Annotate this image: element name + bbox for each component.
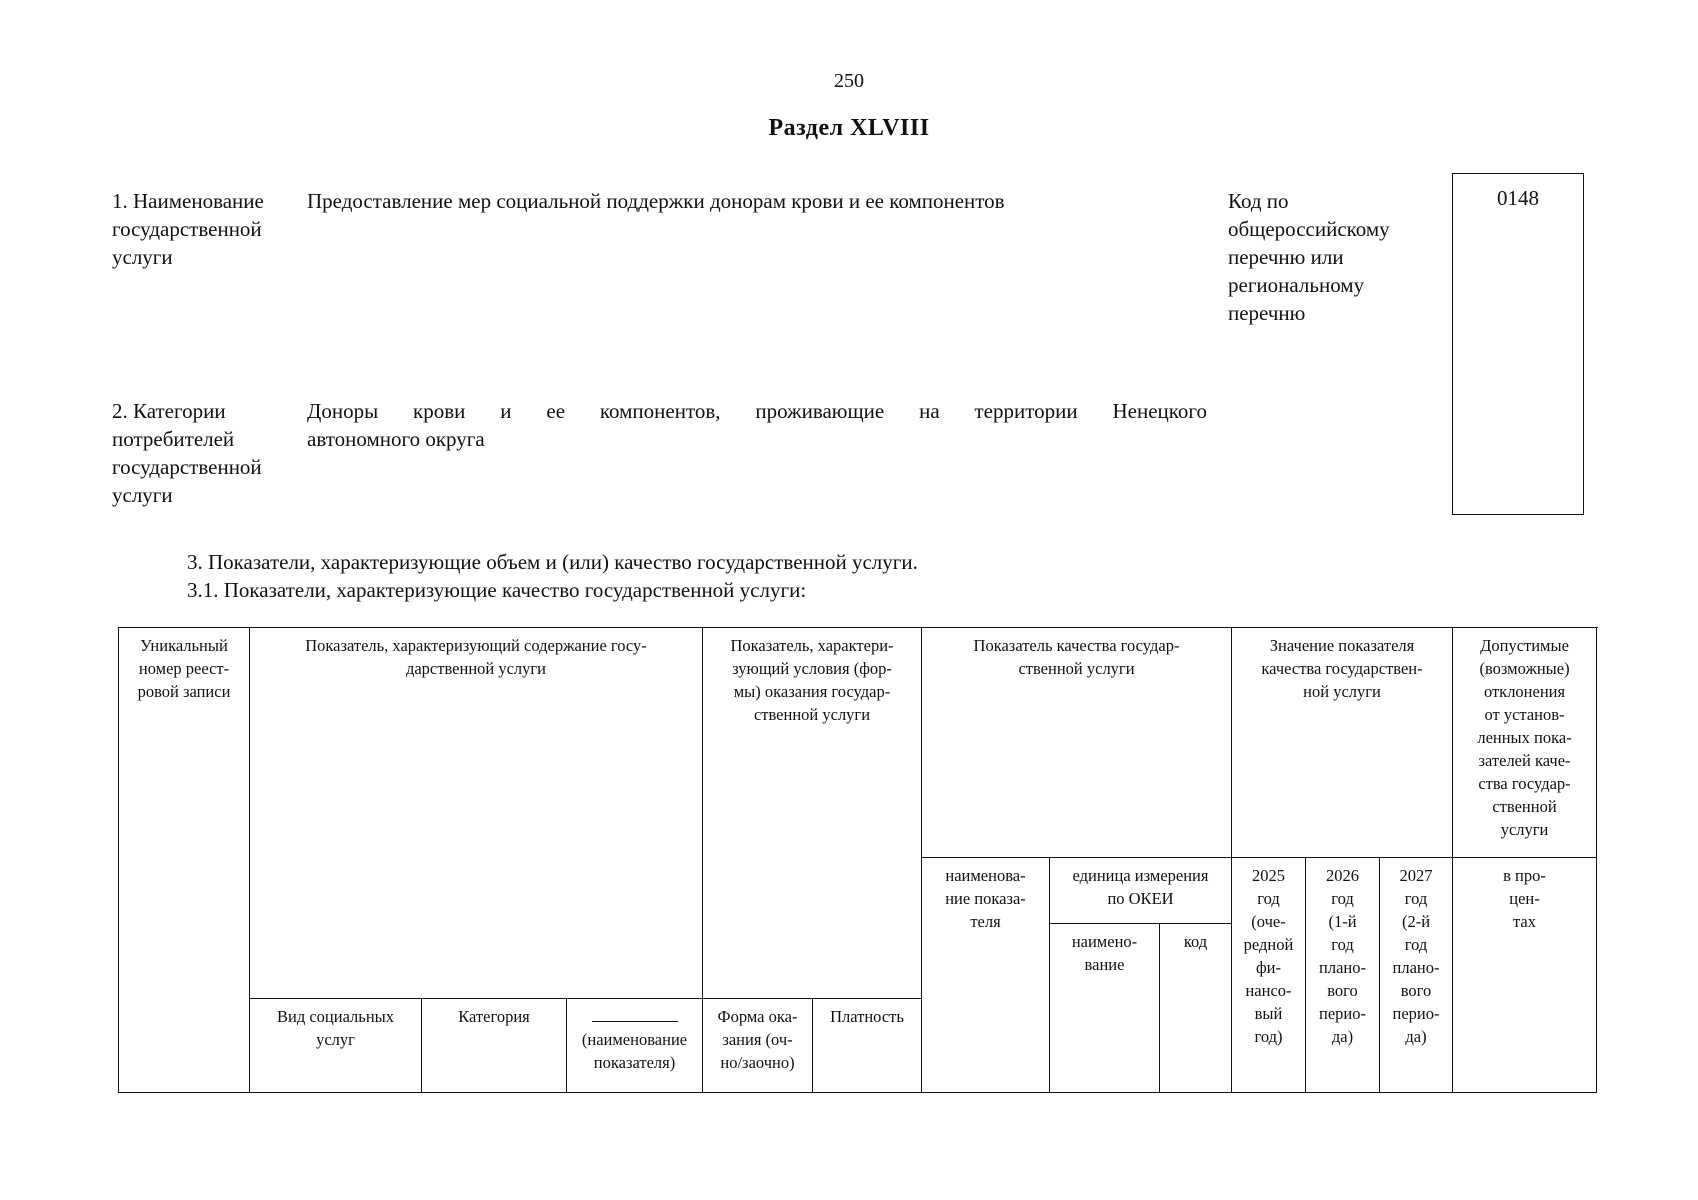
header-line: 2026 [1326,866,1359,885]
quality-name-header [922,858,1050,1093]
code-label-line: перечню или [1228,245,1344,269]
code-label-line: перечню [1228,301,1306,325]
header-line: год [1331,889,1354,908]
header-line: услуги [1500,820,1549,839]
header-line: ственной услуги [753,705,871,724]
year-2027-header [1380,858,1453,1093]
header-line: услуг [316,1030,355,1049]
item2-label [112,397,302,509]
item2-label-line: государственной [112,455,262,479]
header-line: по ОКЕИ [1107,889,1174,908]
deviation-header [1453,628,1597,858]
quality-indicator-header [922,628,1232,858]
header-line: Значение показателя [1269,636,1415,655]
header-line: показателя) [593,1053,676,1072]
code-label-line: региональному [1228,273,1365,297]
header-line: год) [1254,1027,1283,1046]
header-line: фи- [1255,958,1282,977]
header-line: год [1404,889,1428,908]
header-line: Показатель, характери- [730,636,894,655]
header-line: (2-й [1401,912,1431,931]
header-line: ства государ- [1478,774,1571,793]
header-line: год [1331,935,1354,954]
header-line: теля [970,912,1001,931]
consumer-categories [307,397,1207,453]
header-line: (возможные) [1479,659,1570,678]
header-line: но/заочно) [720,1053,795,1072]
header-line: номер реест- [138,659,230,678]
code-label-line: Код по [1228,189,1289,213]
header-line: вого [1327,981,1358,1000]
header-line: цен- [1509,889,1540,908]
header-line: зующий условия (фор- [732,659,892,678]
header-line: ственной услуги [1018,659,1135,678]
header-line: Показатель, характеризующий содержание госу- [305,636,647,655]
header-line: да) [1405,1027,1427,1046]
named-indicator-header [567,999,703,1093]
category-header: Категория [422,999,567,1093]
item2-label-line: 2. Категории [112,399,226,423]
item1-label [112,187,302,271]
header-line: мы) оказания государ- [733,682,891,701]
header-line: (наименование [581,1030,688,1049]
header-line: (оче- [1251,912,1286,931]
item1-label-line: услуги [112,245,173,269]
indicators-heading: 3. Показатели, характеризующие объем и (или) качество государственной услуги. [187,550,918,574]
header-line: вый [1254,1004,1283,1023]
payment-header: Платность [813,999,922,1093]
item2-label-line: услуги [112,483,173,507]
header-line: ние показа- [945,889,1026,908]
content-indicator-header [250,628,703,999]
percent-header [1453,858,1597,1093]
year-2026-header [1306,858,1380,1093]
header-line: плано- [1392,958,1440,977]
okei-unit-header [1050,858,1232,924]
header-line: качества государствен- [1261,659,1423,678]
unit-code-header: код [1160,924,1232,1093]
item2-label-line: потребителей [112,427,235,451]
code-label-line: общероссийскому [1228,217,1390,241]
unit-name-header [1050,924,1160,1093]
header-line: перио- [1392,1004,1440,1023]
header-line: зания (оч- [722,1030,793,1049]
header-line: зателей каче- [1478,751,1571,770]
code-label [1228,187,1438,327]
quality-indicators-heading: 3.1. Показатели, характеризующие качество государственной услуги: [187,578,807,602]
header-line: редной [1243,935,1294,954]
page-number: 250 [834,70,864,92]
header-line: вого [1400,981,1432,1000]
header-line: отклонения [1483,682,1566,701]
header-line: дарственной услуги [405,659,547,678]
blank-line [570,1005,699,1028]
item1-label-line: государственной [112,217,262,241]
header-line: 2025 [1252,866,1285,885]
service-type-header [250,999,422,1093]
year-2025-header [1232,858,1306,1093]
header-line: год [1257,889,1280,908]
header-line: Форма ока- [717,1007,798,1026]
header-line: год [1404,935,1428,954]
header-line: Допустимые [1480,636,1569,655]
header-line: ственной [1492,797,1557,816]
header-line: наимено- [1071,932,1138,951]
header-line: в про- [1503,866,1546,885]
code-box [1452,173,1584,515]
consumer-categories-line: Доноры крови и ее компонентов, проживающие на территории Ненецкого [307,399,1207,423]
consumer-categories-line: автономного округа [307,427,485,451]
header-line: плано- [1319,958,1366,977]
header-line: единица измерения [1072,866,1209,885]
header-line: перио- [1319,1004,1366,1023]
service-name: Предоставление мер социальной поддержки донорам крови и ее компонентов [307,189,1005,213]
header-line: 2027 [1399,866,1433,885]
header-line: ленных пока- [1477,728,1572,747]
quality-indicators-table [118,627,1597,1093]
header-line: ровой записи [137,682,231,701]
header-line: Уникальный [140,636,228,655]
form-header [703,999,813,1093]
header-line: да) [1331,1027,1354,1046]
item1-label-line: 1. Наименование [112,189,264,213]
header-line: тах [1513,912,1537,931]
header-line: Вид социальных [277,1007,394,1026]
header-line: от установ- [1484,705,1565,724]
header-line: (1-й [1328,912,1357,931]
header-line: вание [1084,955,1125,974]
unique-number-header [119,628,250,1093]
header-line: наименова- [945,866,1026,885]
indicator-value-header [1232,628,1453,858]
code-value: 0148 [1497,186,1539,210]
header-line: ной услуги [1303,682,1381,701]
header-line: Показатель качества государ- [973,636,1180,655]
header-line: нансо- [1245,981,1292,1000]
conditions-indicator-header [703,628,922,999]
section-title: Раздел XLVIII [768,115,930,141]
